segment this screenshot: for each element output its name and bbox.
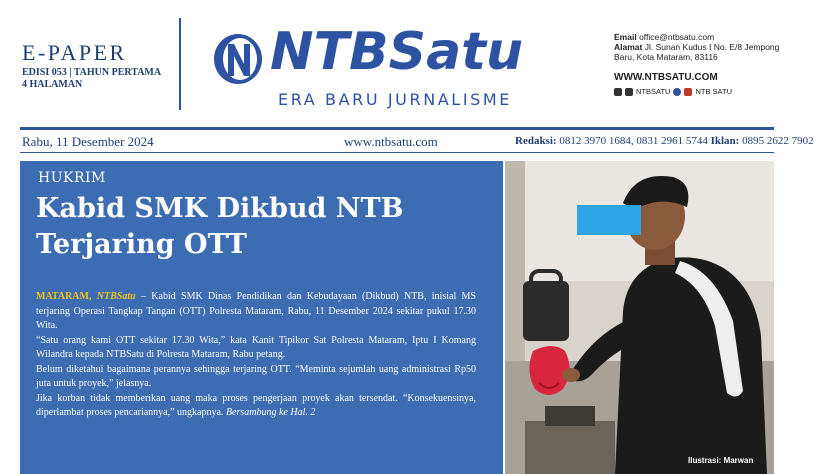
address-value: Jl. Sunan Kudus I No. E/8 Jempong Baru, Kota Mataram, 83116: [614, 42, 780, 62]
continued-link[interactable]: Bersambung ke Hal. 2: [225, 407, 316, 418]
tiktok-icon[interactable]: [625, 88, 633, 96]
brand-tagline: ERA BARU JURNALISME: [278, 90, 513, 109]
epaper-label: E-PAPER: [22, 40, 127, 65]
paragraph-4-text: Jika korban tidak memberikan uang maka proses pengerjaan proyek akan tersendat. “Konsekuensinya, diperlambat proses pencariannya,” ungkapnya.: [36, 392, 476, 418]
paragraph-3: Belum diketahui bagaimana perannya sehingga terjaring OTT. “Meminta sejumlah uang administrasi Rp50 juta untuk proyek,” jelasnya.: [36, 363, 476, 389]
section-label: HUKRIM: [38, 170, 106, 186]
website-link[interactable]: WWW.NTBSATU.COM: [614, 72, 718, 83]
n-shield-logo-icon: [211, 32, 265, 86]
kicker-place: MATARAM,: [36, 291, 92, 302]
page-count: 4 HALAMAN: [22, 79, 83, 90]
site-url[interactable]: www.ntbsatu.com: [344, 134, 438, 149]
photo-credit: Ilustrasi: Marwan: [688, 456, 754, 465]
article-photo: [505, 161, 774, 474]
brand-name: NTBSatu: [270, 22, 524, 82]
article-body: [36, 290, 476, 421]
issue-date: Rabu, 11 Desember 2024: [22, 134, 154, 149]
youtube-icon[interactable]: [684, 88, 692, 96]
edition-number: EDISI 053 | TAHUN PERTAMA: [22, 67, 162, 78]
lead-text: – Kabid SMK Dinas Pendidikan dan Kebudayaan (Dikbud) NTB, inisial MS terjaring Operasi Tangkap Tangan (OTT) Polresta Mataram, Rabu, 11 Desember 2024 sekitar pukul 17.30 Wita.: [36, 291, 476, 331]
kicker: [36, 291, 136, 302]
social-links: [614, 87, 732, 96]
dateline-top-rule: [20, 127, 774, 130]
lead-paragraph: [36, 290, 476, 334]
address-label: Alamat: [614, 42, 643, 52]
article-headline[interactable]: Kabid SMK Dikbud NTB Terjaring OTT: [36, 193, 404, 260]
edition-info: [22, 67, 182, 91]
social-handle-2[interactable]: NTB SATU: [695, 87, 732, 96]
iklan-phone: 0895 2622 7902: [742, 135, 814, 147]
redaksi-phones: 0812 3970 1684, 0831 2961 5744: [559, 135, 708, 147]
masthead-divider: [179, 18, 181, 110]
kicker-source: NTBSatu: [96, 291, 136, 302]
iklan-label: Iklan:: [710, 135, 740, 147]
email-value[interactable]: office@ntbsatu.com: [639, 32, 715, 42]
social-handle-1[interactable]: NTBSATU: [636, 87, 671, 96]
facebook-icon[interactable]: [673, 88, 681, 96]
paragraph-4: [36, 392, 476, 421]
contact-block: [614, 32, 784, 62]
dateline-bottom-rule: [20, 152, 774, 153]
redaksi-label: Redaksi:: [515, 135, 557, 147]
instagram-icon[interactable]: [614, 88, 622, 96]
phone-contacts: [515, 135, 814, 147]
email-label: Email: [614, 32, 637, 42]
paragraph-2: “Satu orang kami OTT sekitar 17.30 Wita,” kata Kanit Tipikor Sat Polresta Mataram, Iptu I Komang Wilandra kepada NTBSatu di Polresta Mataram, Rabu petang.: [36, 334, 476, 360]
